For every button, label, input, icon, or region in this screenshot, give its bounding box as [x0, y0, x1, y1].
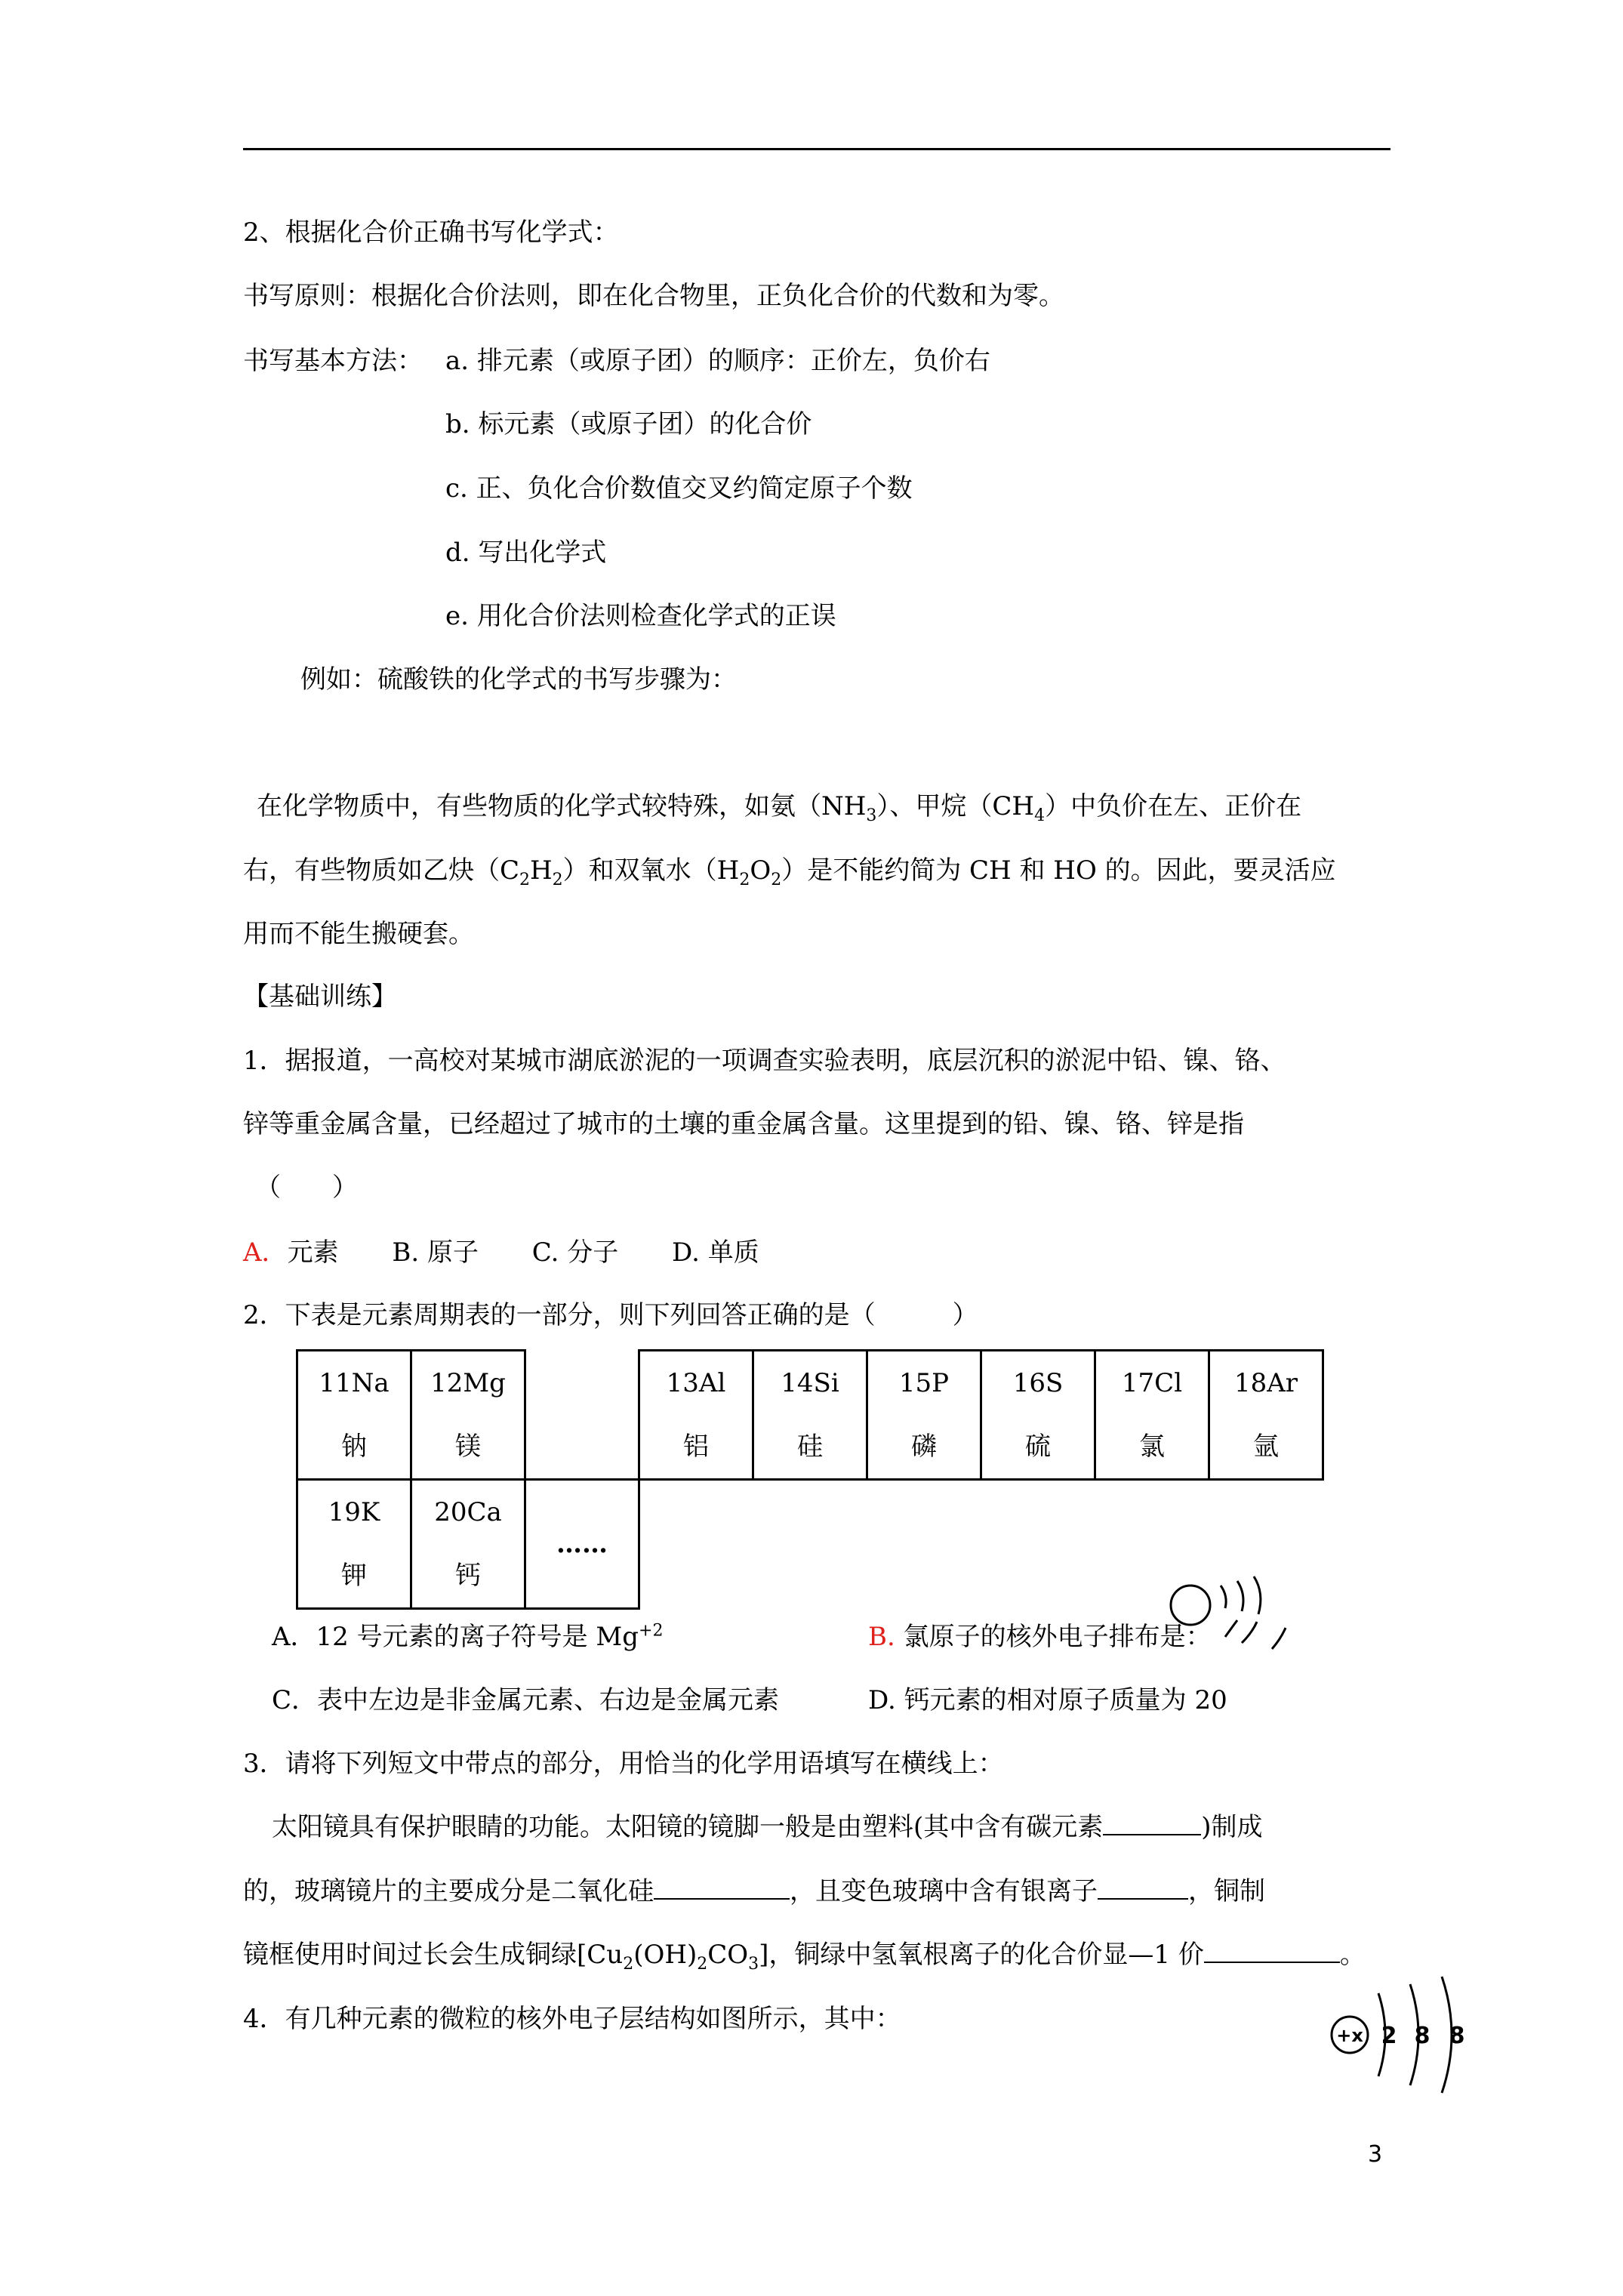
q1-line-2: 锌等重金属含量，已经超过了城市的土壤的重金属含量。这里提到的铅、镍、铬、锌是指 [243, 1109, 1244, 1139]
q1-options [243, 1236, 759, 1269]
shell-3-count: 8 [1449, 2023, 1465, 2049]
shell-2-count: 8 [1414, 2023, 1431, 2049]
q3-stem: 3．请将下列短文中带点的部分，用恰当的化学用语填写在横线上： [243, 1749, 1004, 1779]
example-line: 例如：硫酸铁的化学式的书写步骤为： [300, 664, 737, 695]
q1-option-d: D. 单质 [672, 1237, 759, 1268]
table-gap [525, 1351, 639, 1480]
writing-principle: 书写原则：根据化合价法则，即在化合物里，正负化合价的代数和为零。 [243, 281, 1064, 311]
q1-option-c: C. 分子 [531, 1237, 619, 1268]
element-cell-p: 15P 磷 [867, 1351, 981, 1480]
answer-blank-silver-ion[interactable] [1098, 1875, 1188, 1900]
method-step-b: b. 标元素（或原子团）的化合价 [445, 409, 812, 439]
q1-option-a-letter: A． [243, 1237, 288, 1268]
special-note-line-1: 在化学物质中，有些物质的化学式较特殊，如氨$(NH_3)$、甲烷$(CH_4)$中负价在左、正价在 [257, 791, 1302, 825]
q4-stem: 4．有几种元素的微粒的核外电子层结构如图所示，其中： [243, 2004, 901, 2034]
special-note-line-3: 用而不能生搬硬套。 [243, 919, 474, 949]
method-label: 书写基本方法： [243, 346, 423, 376]
element-cell-k: 19K 钾 [297, 1480, 411, 1609]
method-step-e: e. 用化合价法则检查化学式的正误 [445, 601, 836, 631]
chlorine-electron-diagram [1159, 1570, 1295, 1676]
nucleus-label: +x [1336, 2025, 1363, 2046]
q2-option-a: A．12 号元素的离子符号是 $Mg^{+2}$ [272, 1621, 664, 1652]
page-number: 3 [1368, 2141, 1383, 2168]
element-cell-si: 14Si 硅 [753, 1351, 867, 1480]
training-heading: 【基础训练】 [243, 982, 397, 1012]
q1-answer-paren: （ ） [255, 1173, 358, 1203]
q2-option-d: D. 钙元素的相对原子质量为 20 [868, 1685, 1227, 1715]
special-note-line-2: 右，有些物质如乙炔$(C_2H_2)$和双氧水$(H_2O_2)$是不能约简为 CH 和 HO 的。因此，要灵活应 [243, 855, 1336, 889]
q3-line-2: 的，玻璃镜片的主要成分是二氧化硅 ，且变色玻璃中含有银离子 ，铜制 [243, 1876, 1265, 1906]
q1-option-b: B. 原子 [392, 1237, 479, 1268]
answer-blank-silica[interactable] [654, 1875, 790, 1900]
q1-line-1: 1．据报道，一高校对某城市湖底淤泥的一项调查实验表明，底层沉积的淤泥中铅、镍、铬、 [243, 1046, 1286, 1076]
q1-option-a: 元素 [287, 1237, 339, 1268]
header-rule [243, 148, 1390, 150]
method-step-c: c. 正、负化合价数值交叉约简定原子个数 [445, 473, 913, 504]
answer-blank-carbon[interactable] [1103, 1811, 1201, 1835]
element-cell-cl: 17Cl 氯 [1095, 1351, 1209, 1480]
section-heading: 2、根据化合价正确书写化学式： [243, 217, 619, 248]
q2-stem: 2．下表是元素周期表的一部分，则下列回答正确的是（ ） [243, 1300, 978, 1330]
q3-line-1: 太阳镜具有保护眼睛的功能。太阳镜的镜脚一般是由塑料(其中含有碳元素 )制成 [272, 1812, 1263, 1842]
element-cell-ar: 18Ar 氩 [1209, 1351, 1323, 1480]
element-cell-mg: 12Mg 镁 [411, 1351, 525, 1480]
answer-blank-hydroxide-valence[interactable] [1204, 1939, 1340, 1963]
table-ellipsis-cell: …… [525, 1480, 639, 1609]
element-cell-na: 11Na 钠 [297, 1351, 411, 1480]
atom-structure-diagram [1329, 1963, 1472, 2106]
q2-option-c: C．表中左边是非金属元素、右边是金属元素 [272, 1685, 780, 1715]
method-step-a: a. 排元素（或原子团）的顺序：正价左，负价右 [445, 346, 990, 376]
element-cell-s: 16S 硫 [981, 1351, 1095, 1480]
method-step-d: d. 写出化学式 [445, 538, 607, 568]
element-cell-al: 13Al 铝 [639, 1351, 753, 1480]
q3-line-3: 镜框使用时间过长会生成铜绿$[Cu_2(OH)_2CO_3]$，铜绿中氢氧根离子的化合价显—1 价 。 [243, 1940, 1366, 1974]
q2-option-b: B. 氯原子的核外电子排布是： [868, 1622, 1212, 1652]
element-cell-ca: 20Ca 钙 [411, 1480, 525, 1609]
shell-1-count: 2 [1381, 2023, 1397, 2049]
